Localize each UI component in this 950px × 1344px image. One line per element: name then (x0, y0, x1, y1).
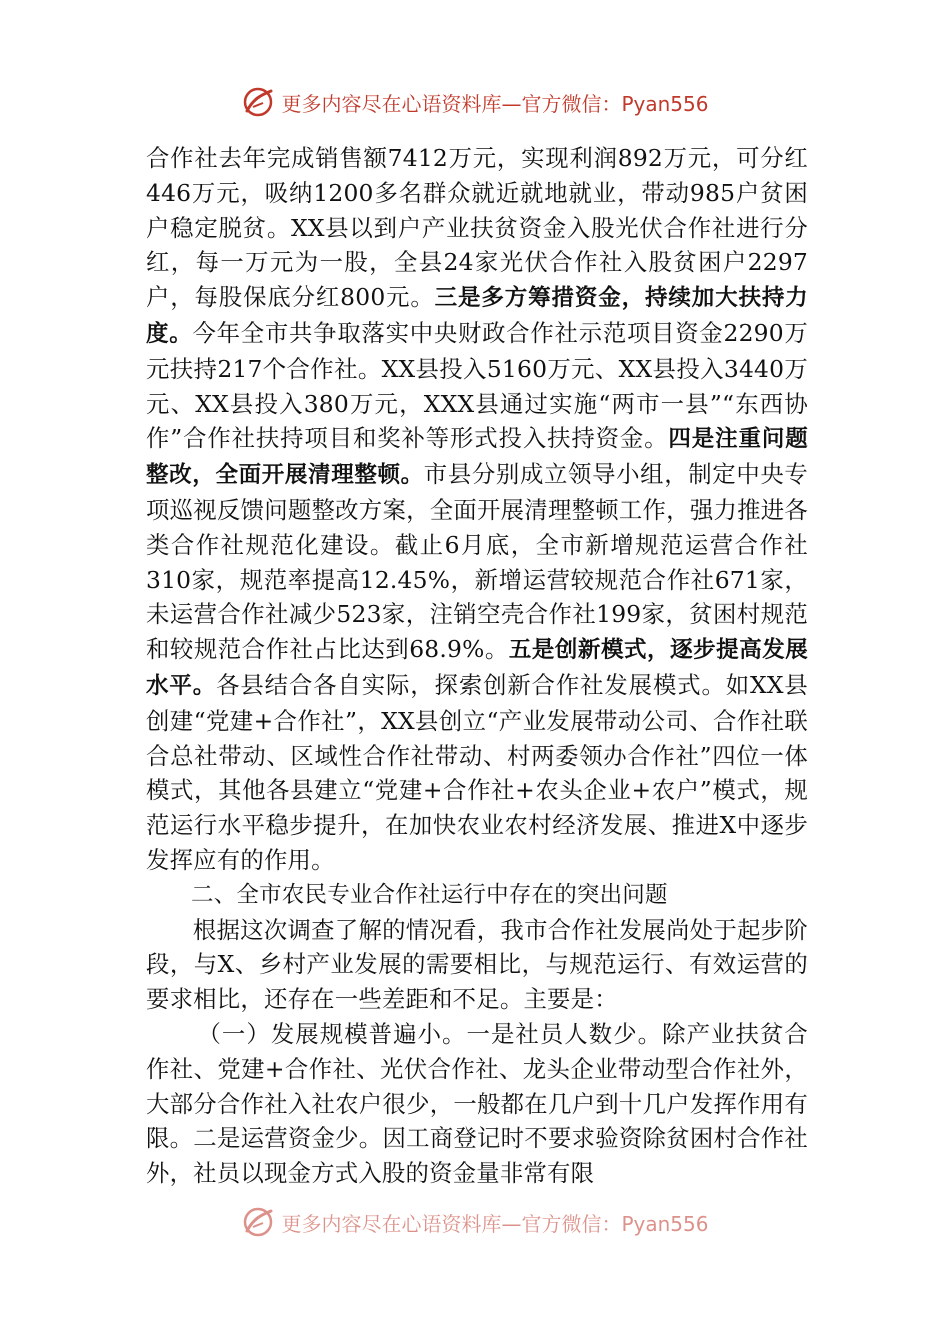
paragraph-text: 各县结合各自实际，探索创新合作社发展模式。如XX县创建“党建+合作社”，XX县创立“产业发展带动公司、合作社联合总社带动、区域性合作社带动、村两委领办合作社”四位一体模式，其他各县建立“党建+合作社+农头企业+农户”模式，规范运行水平稳步提升，在加快农业农村经济发展、推进X中逐步发挥应有的作用。 (146, 670, 808, 874)
section-heading: 二、全市农民专业合作社运行中存在的突出问题 (191, 881, 668, 908)
paragraph-1 (146, 141, 808, 878)
calligraphy-logo-icon (241, 1205, 275, 1239)
paragraph-text: 今年全市共争取落实中央财政合作社示范项目资金2290万元扶持217个合作社。XX县投入5160万元、XX县投入3440万元、XX县投入380万元，XXX县通过实施“两市一县”“东西协作”合作社扶持项目和奖补等形式投入扶持资金。 (146, 318, 808, 453)
paragraph-3: （一）发展规模普遍小。一是社员人数少。除产业扶贫合作社、党建+合作社、光伏合作社、龙头企业带动型合作社外，大部分合作社入社农户很少，一般都在几户到十几户发挥作用有限。二是运营资金少。因工商登记时不要求验资除贫困村合作社外，社员以现金方式入股的资金量非常有限 (146, 1019, 808, 1188)
watermark-text: 更多内容尽在心语资料库—官方微信：Pyan556 (281, 91, 709, 116)
bold-point-4: 四是注重问题整改，全面开展清理整顿。 (146, 426, 808, 489)
paragraph-text: 市县分别成立领导小组，制定中央专项巡视反馈问题整改方案，全面开展清理整顿工作，强力推进各类合作社规范化建设。截止6月底，全市新增规范运营合作社310家，规范率提高12.45%，新增运营较规范合作社671家，未运营合作社减少523家，注销空壳合作社199家，贫困村规范和较规范合作社占比达到68.9%。 (146, 460, 808, 664)
watermark-header (0, 82, 950, 122)
paragraph-2: 根据这次调查了解的情况看，我市合作社发展尚处于起步阶段，与X、乡村产业发展的需要相比，与规范运行、有效运营的要求相比，还存在一些差距和不足。主要是： (146, 915, 808, 1014)
watermark-footer (0, 1202, 950, 1242)
watermark-text: 更多内容尽在心语资料库—官方微信：Pyan556 (281, 1211, 709, 1236)
calligraphy-logo-icon (241, 85, 275, 119)
bold-point-3: 三是多方筹措资金，持续加大扶持力度。 (146, 285, 809, 347)
paragraph-text: 合作社去年完成销售额7412万元，实现利润892万元，可分红446万元，吸纳1200多名群众就近就地就业，带动985户贫困户稳定脱贫。XX县以到户产业扶贫资金入股光伏合作社进行分红，每一万元为一股，全县24家光伏合作社入股贫困户2297户，每股保底分红800元。 (146, 144, 808, 312)
document-body (146, 141, 808, 1191)
bold-point-5: 五是创新模式，逐步提高发展水平。 (146, 637, 808, 699)
